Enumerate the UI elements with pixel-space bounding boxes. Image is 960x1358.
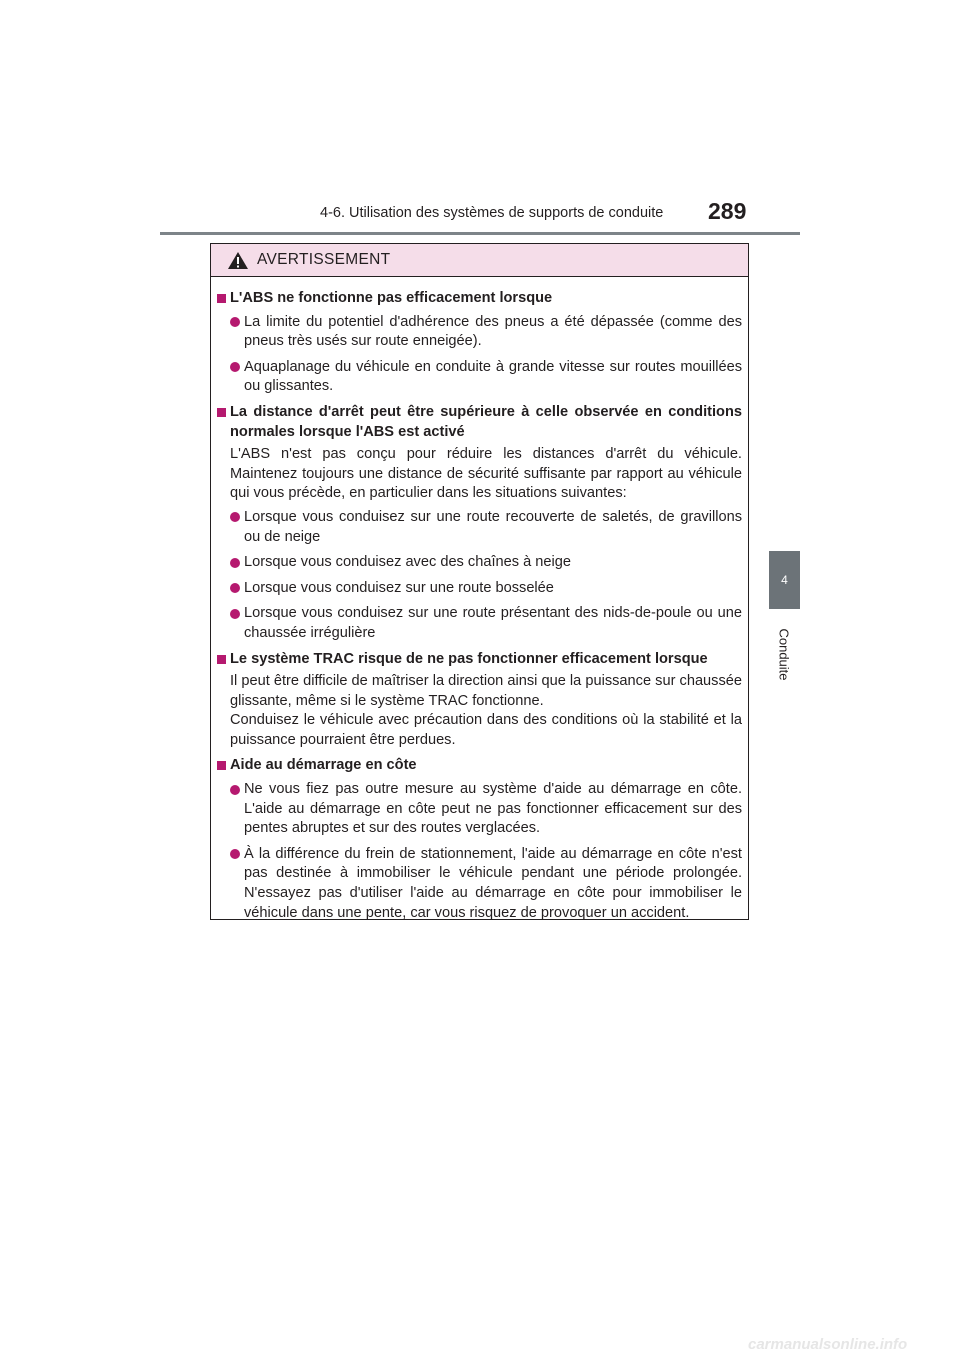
square-bullet-icon [217, 408, 226, 417]
round-bullet-icon [230, 558, 240, 568]
round-bullet-icon [230, 362, 240, 372]
section-stopping-distance [217, 403, 742, 644]
section-trac [217, 650, 742, 751]
square-bullet-icon [217, 655, 226, 664]
round-bullet-icon [230, 849, 240, 859]
paragraph: Il peut être difficile de maîtriser la direction ainsi que la puissance sur chaussée glissante, même si le système TRAC fonctionne. [230, 673, 742, 709]
list-item: Lorsque vous conduisez sur une route présentant des nids-de-poule ou une chaussée irrégulière [217, 604, 742, 643]
square-bullet-icon [217, 761, 226, 770]
warning-triangle-icon [227, 251, 249, 270]
chapter-tab-number: 4 [781, 573, 788, 587]
round-bullet-icon [230, 512, 240, 522]
round-bullet-icon [230, 785, 240, 795]
warning-content [211, 277, 748, 923]
section-title: La distance d'arrêt peut être supérieure à celle observée en conditions normales lorsque l'ABS est activé [217, 403, 742, 442]
list-item: Ne vous fiez pas outre mesure au système d'aide au démarrage en côte. L'aide au démarrage en côte peut ne pas fonctionner efficacement sur des pentes abruptes et sur des routes verglacées. [217, 780, 742, 839]
list-item: Aquaplanage du véhicule en conduite à grande vitesse sur routes mouillées ou glissantes. [217, 358, 742, 397]
list-item: La limite du potentiel d'adhérence des pneus a été dépassée (comme des pneus très usés sur route enneigée). [217, 313, 742, 352]
section-abs-efficiency [217, 289, 742, 397]
round-bullet-icon [230, 609, 240, 619]
paragraph: Conduisez le véhicule avec précaution dans des conditions où la stabilité et la puissance pourraient être perdues. [230, 712, 742, 748]
warning-header [211, 244, 748, 277]
square-bullet-icon [217, 294, 226, 303]
round-bullet-icon [230, 583, 240, 593]
list-item: Lorsque vous conduisez avec des chaînes à neige [217, 553, 742, 573]
page-number: 289 [708, 198, 747, 224]
section-hill-start-assist [217, 756, 742, 923]
watermark: carmanualsonline.info [748, 1336, 908, 1353]
chapter-tab-label-text: Conduite [777, 627, 793, 681]
chapter-tab[interactable] [769, 551, 800, 609]
chapter-header: 4-6. Utilisation des systèmes de supports de conduite [320, 205, 664, 221]
section-title: L'ABS ne fonctionne pas efficacement lorsque [217, 289, 742, 309]
list-item: À la différence du frein de stationnement, l'aide au démarrage en côte n'est pas destinée à immobiliser le véhicule pendant une période prolongée. N'essayez pas d'utiliser l'aide au démarrage en côte pour immobiliser le véhicule dans une pente, car vous risquez de provoquer un accident. [217, 845, 742, 923]
warning-title: AVERTISSEMENT [257, 251, 391, 268]
section-title: Le système TRAC risque de ne pas fonctionner efficacement lorsque [217, 650, 742, 670]
header-rule [160, 232, 800, 235]
round-bullet-icon [230, 317, 240, 327]
warning-box [210, 243, 749, 920]
section-title: Aide au démarrage en côte [217, 756, 742, 776]
list-item: Lorsque vous conduisez sur une route recouverte de saletés, de gravillons ou de neige [217, 508, 742, 547]
list-item: Lorsque vous conduisez sur une route bosselée [217, 579, 742, 599]
chapter-tab-label [769, 614, 800, 694]
paragraph: L'ABS n'est pas conçu pour réduire les distances d'arrêt du véhicule. Maintenez toujours une distance de sécurité suffisante par rapport au véhicule qui vous précède, en particulier dans les situations suivantes: [230, 446, 742, 502]
